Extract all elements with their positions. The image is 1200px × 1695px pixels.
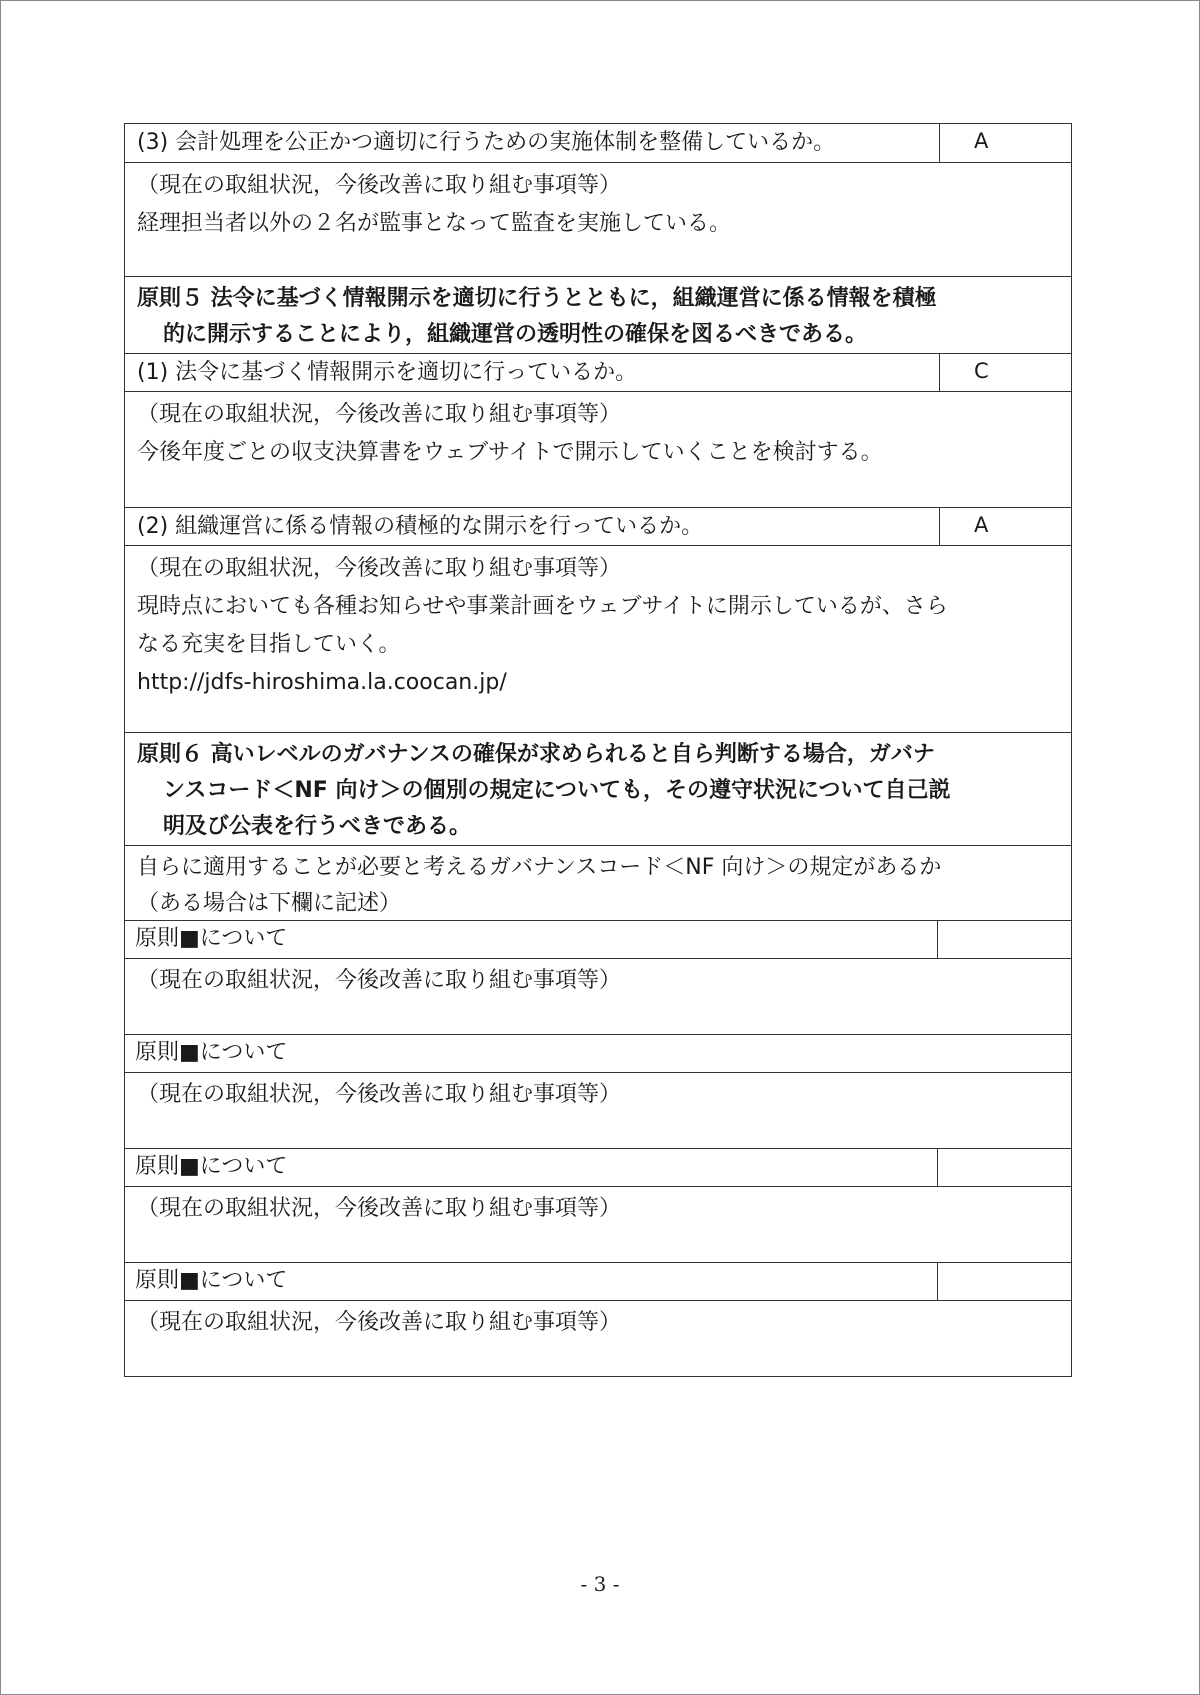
detail-text: 経理担当者以外の２名が監事となって監査を実施している。 <box>137 211 732 236</box>
detail-label: （現在の取組状況，今後改善に取り組む事項等） <box>137 173 622 198</box>
detail-cell[interactable] <box>125 162 1071 276</box>
rating-cell[interactable] <box>937 1149 1071 1186</box>
principle-heading-line: 原則５ 法令に基づく情報開示を適切に行うとともに，組織運営に係る情報を積極 <box>137 286 937 311</box>
rating-cell[interactable] <box>937 921 1071 958</box>
detail-label: （現在の取組状況，今後改善に取り組む事項等） <box>137 1310 622 1335</box>
principle-heading-line: 明及び公表を行うべきである。 <box>163 814 472 839</box>
question-text: (2) 組織運営に係る情報の積極的な開示を行っているか。 <box>137 514 704 539</box>
question-text: (1) 法令に基づく情報開示を適切に行っているか。 <box>137 360 638 385</box>
principle-entry-title: 原則■について <box>135 1154 288 1179</box>
detail-cell[interactable] <box>125 545 1071 732</box>
detail-text: 現時点においても各種お知らせや事業計画をウェブサイトに開示しているが、さら <box>137 594 948 619</box>
rating-cell[interactable]: A <box>939 508 1071 545</box>
principle-entry-row <box>125 1148 1071 1186</box>
principle-entry-row <box>125 1262 1071 1300</box>
question-row <box>125 353 1071 391</box>
detail-label: （現在の取組状況，今後改善に取り組む事項等） <box>137 1082 622 1107</box>
question-row <box>125 507 1071 545</box>
principle-entry-title: 原則■について <box>135 926 288 951</box>
principle-heading-line: 的に開示することにより，組織運営の透明性の確保を図るべきである。 <box>163 322 868 347</box>
detail-cell[interactable] <box>125 391 1071 507</box>
website-link[interactable]: http://jdfs-hiroshima.la.coocan.jp/ <box>137 670 507 695</box>
detail-cell[interactable] <box>125 1186 1071 1262</box>
principle-6-heading <box>125 732 1071 845</box>
rating-cell[interactable] <box>937 1263 1071 1300</box>
page-number: - 3 - <box>580 1572 620 1596</box>
rating-cell[interactable]: C <box>939 354 1071 391</box>
detail-text: 今後年度ごとの収支決算書をウェブサイトで開示していくことを検討する。 <box>137 440 883 465</box>
principle-entry-row <box>125 920 1071 958</box>
question-row <box>125 124 1071 162</box>
principle-5-heading <box>125 276 1071 353</box>
question-text: (3) 会計処理を公正かつ適切に行うための実施体制を整備しているか。 <box>137 130 836 155</box>
detail-cell[interactable] <box>125 1300 1071 1376</box>
detail-label: （現在の取組状況，今後改善に取り組む事項等） <box>137 968 622 993</box>
principle-heading-line: ンスコード＜NF 向け＞の個別の規定についても，その遵守状況について自己説 <box>163 778 951 803</box>
detail-label: （現在の取組状況，今後改善に取り組む事項等） <box>137 1196 622 1221</box>
detail-label: （現在の取組状況，今後改善に取り組む事項等） <box>137 402 622 427</box>
principle-entry-title: 原則■について <box>135 1040 288 1065</box>
detail-label: （現在の取組状況，今後改善に取り組む事項等） <box>137 556 622 581</box>
applicability-note: （ある場合は下欄に記述） <box>137 891 402 916</box>
principle-entry-row <box>125 1034 1071 1072</box>
rating-cell[interactable]: A <box>939 124 1071 162</box>
applicability-cell <box>125 845 1071 920</box>
detail-text: なる充実を目指していく。 <box>137 632 401 657</box>
detail-cell[interactable] <box>125 1072 1071 1148</box>
principle-entry-title: 原則■について <box>135 1268 288 1293</box>
principle-heading-line: 原則６ 高いレベルのガバナンスの確保が求められると自ら判断する場合，ガバナ <box>137 742 935 767</box>
self-assessment-table <box>124 123 1072 1377</box>
applicability-text: 自らに適用することが必要と考えるガバナンスコード＜NF 向け＞の規定があるか <box>137 855 942 880</box>
detail-cell[interactable] <box>125 958 1071 1034</box>
